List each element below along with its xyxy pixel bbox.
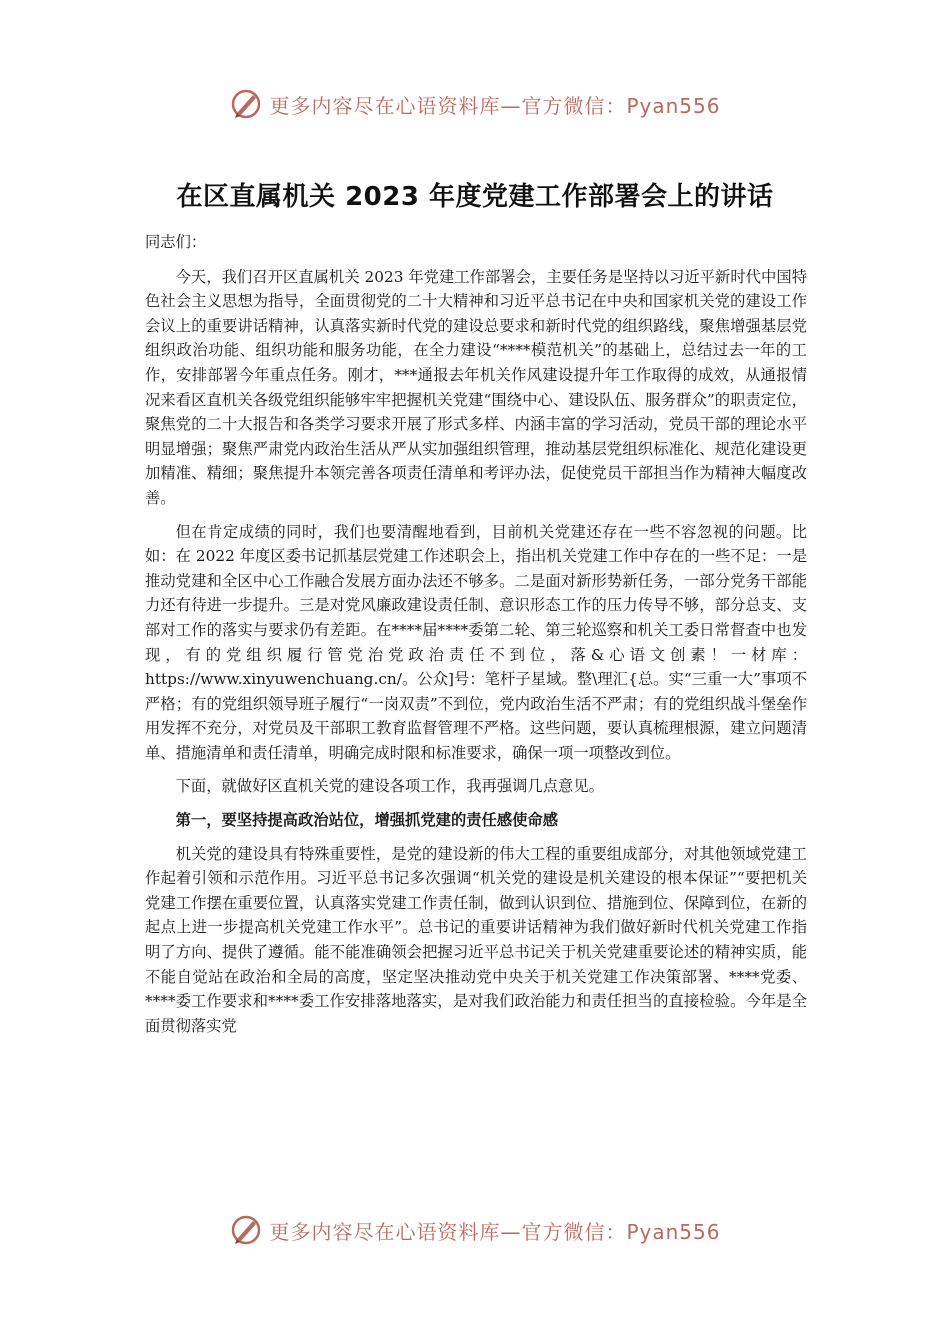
document-title: 在区直属机关 2023 年度党建工作部署会上的讲话 <box>176 182 774 212</box>
header-watermark-banner <box>0 84 950 124</box>
pen-logo-icon <box>229 1213 263 1247</box>
paragraph-3: 下面，就做好区直机关党的建设各项工作，我再强调几点意见。 <box>175 777 604 796</box>
greeting: 同志们： <box>145 233 207 251</box>
banner-text: 更多内容尽在心语资料库—官方微信：Pyan556 <box>269 93 721 118</box>
pen-logo-icon <box>229 87 263 121</box>
paragraph-2: 但在肯定成绩的同时，我们也要清醒地看到，目前机关党建还存在一些不容忽视的问题。比如：在 2022 年度区委书记抓基层党建工作述职会上，指出机关党建工作中存在的一些不足：一是推动党建和全区中心工作融合发展方面办法还不够多。二是面对新形势新任务，一部分党务干部能力还有待进一步提升。三是对党风廉政建设责任制、意识形态工作的压力传导不够，部分总支、支部对工作的落实与要求仍有差距。在****届****委第二轮、第三轮巡察和机关工委日常督查中也发现，有的党组织履行管党治党政治责任不到位，落&心语文创素！一材库：https://www.xinyuwenchuang.cn/。公众]号：笔杆子星域。整\理汇{总。实“三重一大”事项不严格；有的党组织领导班子履行“一岗双责”不到位，党内政治生活不严肃；有的党组织战斗堡垒作用发挥不充分，对党员及干部职工教育监督管理不严格。这些问题，要认真梳理根源，建立问题清单、措施清单和责任清单，明确完成时限和标准要求，确保一项一项整改到位。 <box>145 522 807 762</box>
document-body <box>145 230 807 1047</box>
banner-text: 更多内容尽在心语资料库—官方微信：Pyan556 <box>269 1219 721 1244</box>
paragraph-4: 机关党的建设具有特殊重要性，是党的建设新的伟大工程的重要组成部分，对其他领域党建工作起着引领和示范作用。习近平总书记多次强调“机关党的建设是机关建设的根本保证”“要把机关党建工作摆在重要位置，认真落实党建工作责任制，做到认识到位、措施到位、保障到位，在新的起点上进一步提高机关党建工作水平”。总书记的重要讲话精神为我们做好新时代机关党建工作指明了方向、提供了遵循。能不能准确领会把握习近平总书记关于机关党建重要论述的精神实质，能不能自觉站在政治和全局的高度，坚定坚决推动党中央关于机关党建工作决策部署、****党委、****委工作要求和****委工作安排落地落实，是对我们政治能力和责任担当的直接检验。今年是全面贯彻落实党 <box>145 844 807 1035</box>
paragraph-1: 今天，我们召开区直属机关 2023 年党建工作部署会，主要任务是坚持以习近平新时代中国特色社会主义思想为指导，全面贯彻党的二十大精神和习近平总书记在中央和国家机关党的建设工作会议上的重要讲话精神，认真落实新时代党的建设总要求和新时代党的组织路线，聚焦增强基层党组织政治功能、组织功能和服务功能，在全力建设“****模范机关”的基础上，总结过去一年的工作，安排部署今年重点任务。刚才，***通报去年机关作风建设提升年工作取得的成效，从通报情况来看区直机关各级党组织能够牢牢把握机关党建“围绕中心、建设队伍、服务群众”的职责定位，聚焦党的二十大报告和各类学习要求开展了形式多样、内涵丰富的学习活动，党员干部的理论水平明显增强；聚焦严肃党内政治生活从严从实加强组织管理，推动基层党组织标准化、规范化建设更加精准、精细；聚焦提升本领完善各项责任清单和考评办法，促使党员干部担当作为精神大幅度改善。 <box>145 267 807 507</box>
section-heading-1: 第一，要坚持提高政治站位，增强抓党建的责任感使命感 <box>175 811 559 830</box>
footer-watermark-banner <box>0 1210 950 1250</box>
